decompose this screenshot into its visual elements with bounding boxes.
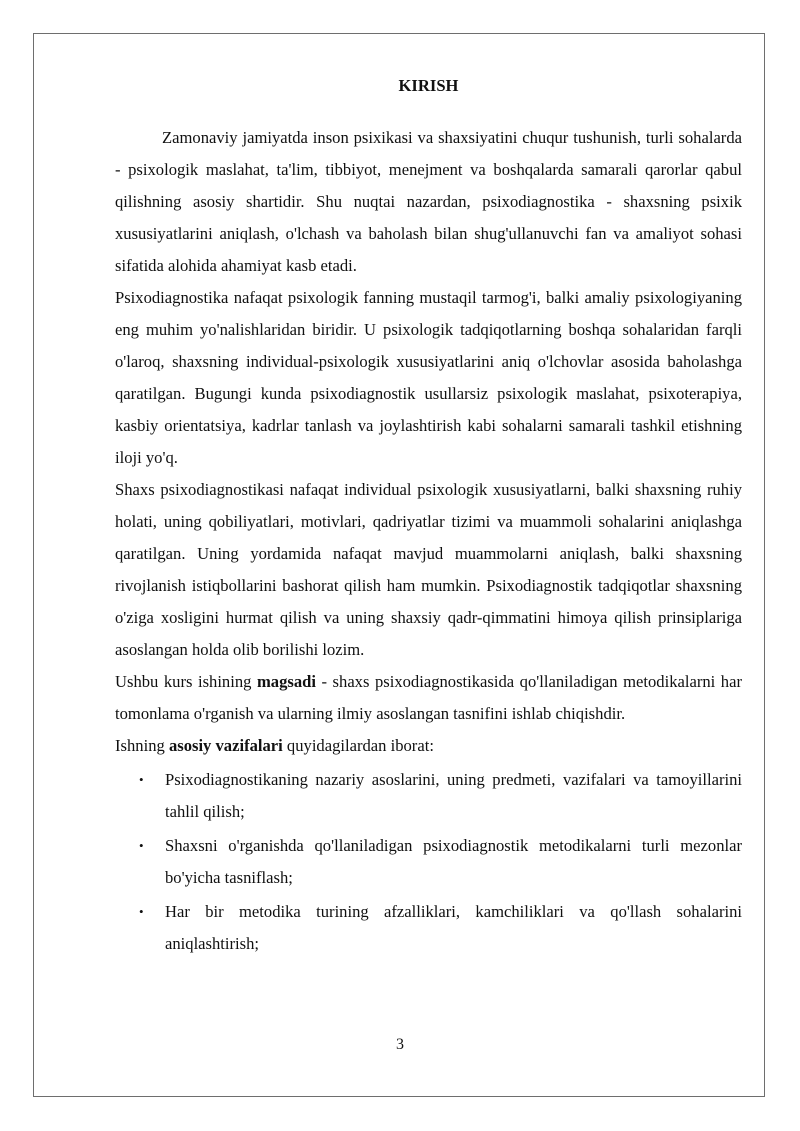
paragraph-intro: Zamonaviy jamiyatda inson psixikasi va shaxsiyatini chuqur tushunish, turli sohalarda - psixologik maslahat, ta'lim, tibbiyot, menejment va boshqalarda samarali qarorlar qabul qilishning asosiy shartidir. Shu nuqtai nazardan, psixodiagnostika - shaxsning psixik xususiyatlarini aniqlash, o'lchash va baholash bilan shug'ullanuvchi fan va amaliyot sohasi sifatida alohida ahamiyat kasb etadi.: [115, 128, 742, 275]
goal-keyword: magsadi: [256, 672, 316, 691]
bullet-icon: •: [139, 838, 144, 853]
bullet-icon: •: [139, 772, 144, 787]
paragraph-psychodiagnostics: Psixodiagnostika nafaqat psixologik fanning mustaqil tarmog'i, balki amaliy psixologiyaning eng muhim yo'nalishlaridan biridir. U psixologik tadqiqotlarning boshqa sohalaridan farqli o'laroq, shaxsning individual-psixologik xususiyatlarini aniq o'lchovlar asosida baholashga qaratilgan. Bugungi kunda psixodiagnostik usullarsiz psixologik maslahat, psixoterapiya, kasbiy orientatsiya, kadrlar tanlash va joylashtirish kabi sohalarni samarali tashkil etishning iloji yo'q.: [115, 288, 742, 467]
paragraph-personality-diagnostics: Shaxs psixodiagnostikasi nafaqat individual psixologik xususiyatlarni, balki shaxsning ruhiy holati, uning qobiliyatlari, motivlari, qadriyatlar tizimi va muammoli sohalarini aniqlashga qaratilgan. Uning yordamida nafaqat mavjud muammolarni aniqlash, balki shaxsning rivojlanish istiqbollarini bashorat qilish ham mumkin. Psixodiagnostik tadqiqotlar shaxsning o'ziga xosligini hurmat qilish va uning shaxsiy qadr-qimmatini himoya qilish prinsiplariga asoslangan holda olib borilishi lozim.: [115, 480, 742, 659]
task-list: [115, 764, 742, 960]
list-item: [115, 830, 742, 894]
goal-rest-text: - shaxs psixodiagnostikasida qo'llaniladigan metodikalarni har tomonlama o'rganish va ularning ilmiy asoslangan tasnifini ishlab chiqishdir.: [115, 672, 742, 723]
list-item-text: Har bir metodika turining afzalliklari, kamchiliklari va qo'llash sohalarini aniqlashtirish;: [165, 902, 742, 953]
list-item: [115, 896, 742, 960]
bullet-icon: •: [139, 904, 144, 919]
tasks-keyword: asosiy vazifalari: [168, 736, 283, 755]
list-item: [115, 764, 742, 828]
paragraph-tasks-intro: [115, 730, 742, 762]
tasks-rest-text: quyidagilardan iborat:: [282, 736, 434, 755]
tasks-lead-text: Ishning: [115, 736, 169, 755]
goal-lead-text: Ushbu kurs ishining: [115, 672, 257, 691]
list-item-text: Shaxsni o'rganishda qo'llaniladigan psixodiagnostik metodikalarni turli mezonlar bo'yicha tasniflash;: [165, 836, 742, 887]
section-title: KIRISH: [398, 76, 459, 95]
list-item-text: Psixodiagnostikaning nazariy asoslarini, uning predmeti, vazifalari va tamoyillarini tahlil qilish;: [165, 770, 742, 821]
paragraph-goal: [115, 666, 742, 730]
document-page: [115, 70, 742, 960]
page-number: 3: [396, 1036, 404, 1053]
